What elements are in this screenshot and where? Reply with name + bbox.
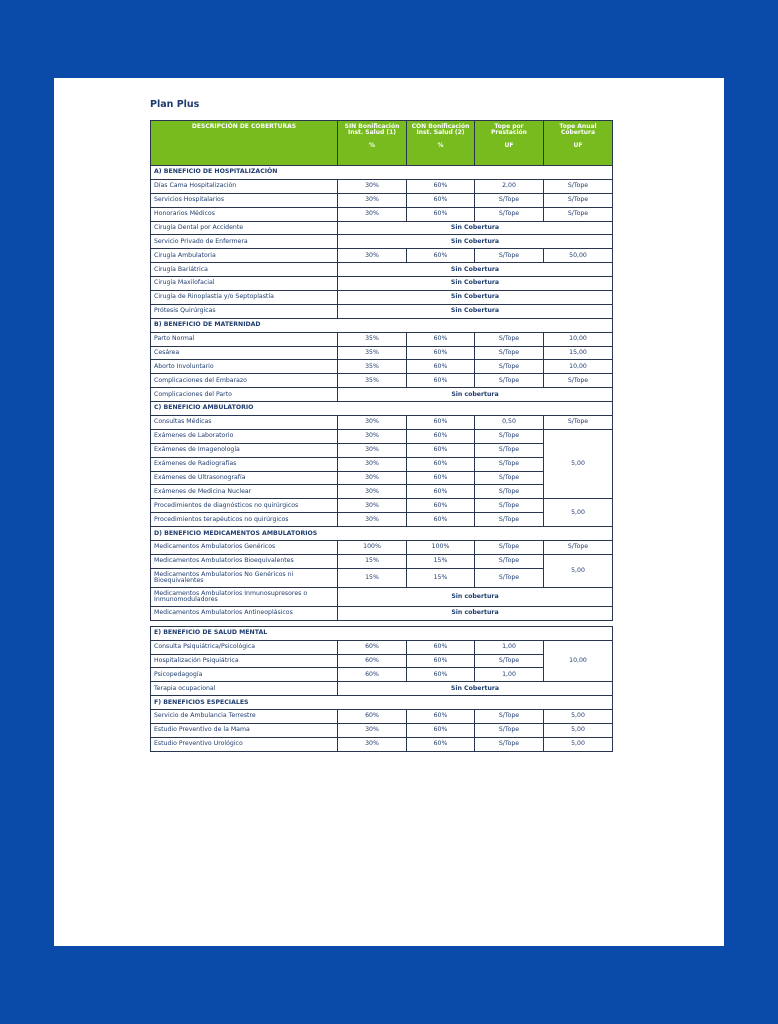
merged-annual-cap: 5,00 [544, 554, 613, 587]
plan-title: Plan Plus [150, 99, 200, 110]
section-title: E) BENEFICIO DE SALUD MENTAL [151, 626, 613, 640]
table-row: Prótesis Quirúrgicas Sin Cobertura [151, 304, 613, 318]
table-row: Estudio Preventivo de la Mama 30% 60% S/Tope 5,00 [151, 723, 613, 737]
document-page [54, 78, 724, 946]
table-row: Aborto Involuntario 35% 60% S/Tope 10,00 [151, 360, 613, 374]
coverage-table [150, 120, 613, 752]
table-row: Cirugía Bariátrica Sin Cobertura [151, 263, 613, 277]
section-row [151, 402, 613, 416]
table-row: Exámenes de Medicina Nuclear 30% 60% S/Tope [151, 485, 613, 499]
table-row: Cesárea 35% 60% S/Tope 15,00 [151, 346, 613, 360]
table-row: Procedimientos terapéuticos no quirúrgicos 30% 60% S/Tope [151, 513, 613, 527]
section-row [151, 318, 613, 332]
table-row: Parto Normal 35% 60% S/Tope 10,00 [151, 332, 613, 346]
table-row: Exámenes de Laboratorio 30% 60% S/Tope 5,00 [151, 429, 613, 443]
table-row: Exámenes de Radiografías 30% 60% S/Tope [151, 457, 613, 471]
table-row: Complicaciones del Parto Sin cobertura [151, 388, 613, 402]
table-row: Estudio Preventivo Urológico 30% 60% S/Tope 5,00 [151, 737, 613, 751]
section-title: B) BENEFICIO DE MATERNIDAD [151, 318, 613, 332]
table-row: Consultas Médicas 30% 60% 0,50 S/Tope [151, 416, 613, 430]
section-title: C) BENEFICIO AMBULATORIO [151, 402, 613, 416]
header-tope-prestacion: Tope por Prestación UF [475, 121, 544, 166]
table-row: Servicio de Ambulancia Terrestre 60% 60% S/Tope 5,00 [151, 710, 613, 724]
table-header-row [151, 121, 613, 166]
merged-annual-cap: 10,00 [544, 640, 613, 682]
table-row: Cirugía Dental por Accidente Sin Cobertura [151, 221, 613, 235]
table-row: Exámenes de Imagenología 30% 60% S/Tope [151, 443, 613, 457]
table-row: Exámenes de Ultrasonografía 30% 60% S/Tope [151, 471, 613, 485]
merged-annual-cap: 5,00 [544, 499, 613, 527]
table-row: Procedimientos de diagnósticos no quirúrgicos 30% 60% S/Tope 5,00 [151, 499, 613, 513]
table-row: Medicamentos Ambulatorios Inmunosupresores o Inmunomoduladores Sin cobertura [151, 587, 613, 606]
table-row: Días Cama Hospitalización 30% 60% 2,00 S/Tope [151, 179, 613, 193]
section-title: D) BENEFICIO MEDICAMENTOS AMBULATORIOS [151, 527, 613, 541]
table-row: Cirugía Maxilofacial Sin Cobertura [151, 277, 613, 291]
header-con-bonificacion: CON Bonificación Inst. Salud (2) % [407, 121, 475, 166]
section-title: F) BENEFICIOS ESPECIALES [151, 696, 613, 710]
table-row: Medicamentos Ambulatorios Genéricos 100% 100% S/Tope S/Tope [151, 541, 613, 555]
header-tope-anual: Tope Anual Cobertura UF [544, 121, 613, 166]
table-row: Medicamentos Ambulatorios Bioequivalentes 15% 15% S/Tope 5,00 [151, 554, 613, 568]
merged-annual-cap: 5,00 [544, 429, 613, 498]
table-row: Medicamentos Ambulatorios No Genéricos ni Bioequivalentes 15% 15% S/Tope [151, 568, 613, 587]
section-title: A) BENEFICIO DE HOSPITALIZACIÓN [151, 166, 613, 180]
table-row: Servicio Privado de Enfermera Sin Cobertura [151, 235, 613, 249]
table-row: Terapia ocupacional Sin Cobertura [151, 682, 613, 696]
table-row: Consulta Psiquiátrica/Psicológica 60% 60% 1,00 10,00 [151, 640, 613, 654]
header-description: DESCRIPCIÓN DE COBERTURAS [151, 121, 338, 166]
table-row: Medicamentos Ambulatorios Antineoplásicos Sin cobertura [151, 606, 613, 620]
section-row [151, 527, 613, 541]
table-row: Complicaciones del Embarazo 35% 60% S/Tope S/Tope [151, 374, 613, 388]
table-row: Cirugía Ambulatoria 30% 60% S/Tope 50,00 [151, 249, 613, 263]
section-row [151, 166, 613, 180]
table-row: Honorarios Médicos 30% 60% S/Tope S/Tope [151, 207, 613, 221]
header-sin-bonificacion: SIN Bonificación Inst. Salud (1) % [338, 121, 407, 166]
table-row: Hospitalización Psiquiátrica 60% 60% S/Tope [151, 654, 613, 668]
table-row: Psicopedagogía 60% 60% 1,00 [151, 668, 613, 682]
table-row: Servicios Hospitalarios 30% 60% S/Tope S/Tope [151, 193, 613, 207]
table-row: Cirugía de Rinoplastía y/o Septoplastía Sin Cobertura [151, 291, 613, 305]
section-row [151, 696, 613, 710]
section-row [151, 626, 613, 640]
